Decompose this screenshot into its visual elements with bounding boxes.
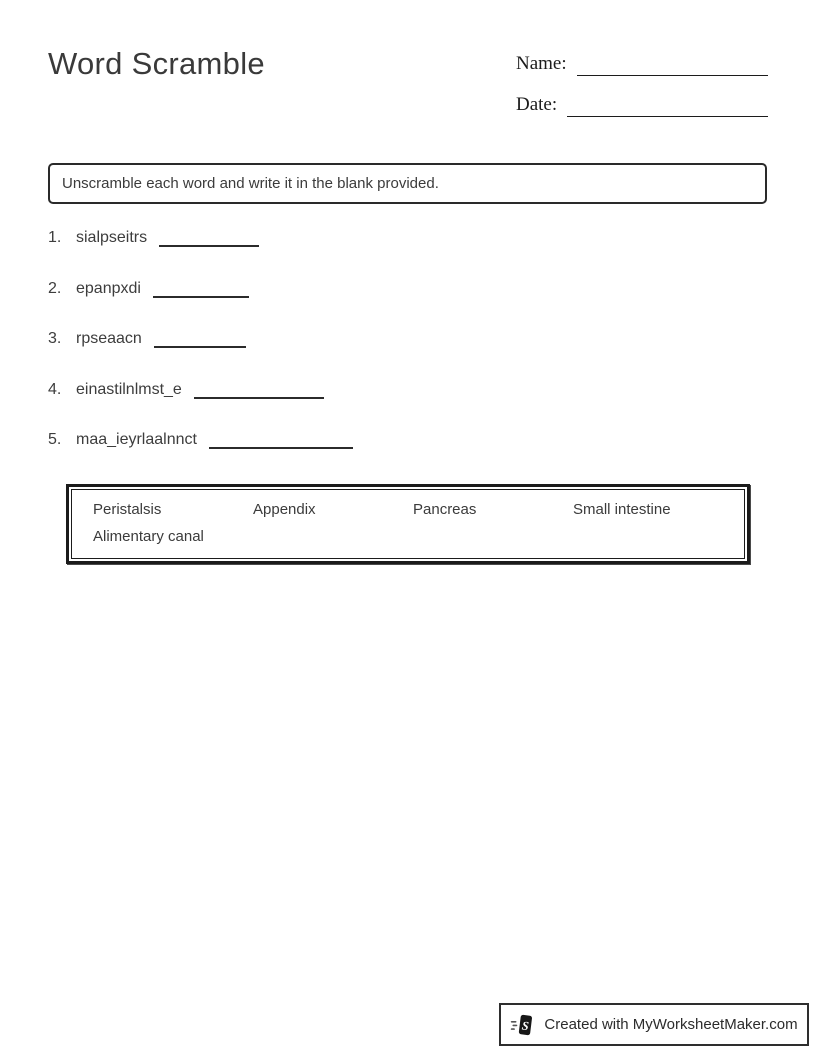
scramble-list: [48, 229, 548, 482]
date-row: [516, 91, 768, 117]
date-label: Date:: [516, 94, 558, 115]
name-row: [516, 50, 768, 76]
page-title: Word Scramble: [48, 46, 265, 81]
item-number: 4.: [48, 380, 62, 398]
list-item: [48, 431, 548, 452]
name-label: Name:: [516, 53, 567, 74]
footer-credit-box: [499, 1003, 809, 1046]
answer-blank[interactable]: [153, 286, 249, 298]
word-bank-word: Pancreas: [413, 501, 477, 518]
item-number: 3.: [48, 330, 62, 347]
scrambled-word: epanpxdi: [76, 279, 141, 297]
word-bank-box: [66, 484, 750, 564]
answer-blank[interactable]: [194, 387, 324, 399]
scrambled-word: maa_ieyrlaalnnct: [76, 431, 197, 448]
word-bank-word: Peristalsis: [93, 501, 162, 518]
list-item: [48, 381, 548, 402]
answer-blank[interactable]: [154, 336, 246, 348]
scrambled-word: einastilnlmst_e: [76, 380, 182, 398]
word-bank-word: Appendix: [253, 501, 316, 518]
instructions-box: Unscramble each word and write it in the blank provided.: [48, 163, 767, 204]
item-number: 2.: [48, 279, 62, 297]
list-item: [48, 229, 548, 250]
scrambled-word: rpseaacn: [76, 330, 142, 347]
item-number: 5.: [48, 431, 62, 448]
svg-text:S: S: [521, 1018, 530, 1033]
answer-blank[interactable]: [159, 235, 259, 247]
word-bank-word: Small intestine: [573, 501, 671, 518]
word-bank-word: Alimentary canal: [93, 528, 204, 545]
footer-credit-text: Created with MyWorksheetMaker.com: [544, 1016, 798, 1033]
name-date-block: [516, 50, 768, 132]
list-item: [48, 330, 548, 351]
list-item: [48, 280, 548, 301]
worksheet-maker-logo-icon: [510, 1012, 536, 1038]
item-number: 1.: [48, 229, 62, 246]
name-fill-line[interactable]: [577, 50, 768, 76]
date-fill-line[interactable]: [567, 91, 768, 117]
word-bank-words: [71, 489, 745, 559]
answer-blank[interactable]: [209, 437, 353, 449]
scrambled-word: sialpseitrs: [76, 229, 148, 246]
